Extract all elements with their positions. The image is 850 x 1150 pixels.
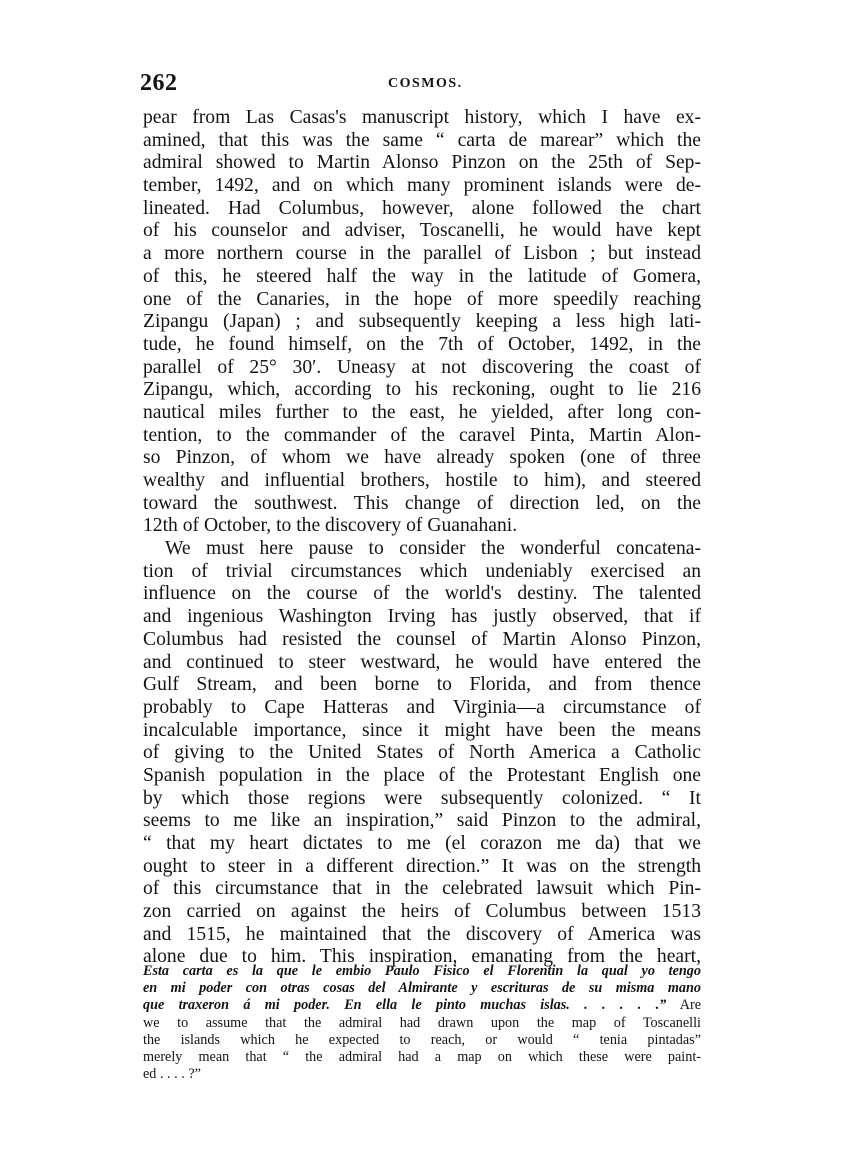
footnote (143, 963, 701, 1083)
footnote-comment-line: the islands which he expected to reach, or would “ tenia pintadas” (143, 1031, 701, 1048)
running-title: COSMOS. (388, 76, 463, 91)
footnote-quote-line: Esta carta es la que le embio Paulo Fisico el Florentin la qual yo tengo (143, 963, 701, 979)
text-line: and ingenious Washington Irving has justly observed, that if (143, 606, 701, 628)
paragraph-start-line: We must here pause to consider the wonderful concatena- (165, 538, 701, 560)
text-line: of his counselor and adviser, Toscanelli, he would have kept (143, 220, 701, 242)
text-line: of this circumstance that in the celebrated lawsuit which Pin- (143, 878, 701, 900)
paragraph-end-line: 12th of October, to the discovery of Guanahani. (143, 515, 518, 537)
text-line: lineated. Had Columbus, however, alone followed the chart (143, 197, 701, 219)
text-line: of this, he steered half the way in the latitude of Gomera, (143, 265, 701, 287)
text-line: one of the Canaries, in the hope of more speedily reaching (143, 288, 701, 310)
footnote-comment-line: ed . . . . ?” (143, 1066, 201, 1083)
body-text (143, 107, 701, 969)
footnote-mixed-line (143, 997, 701, 1014)
footnote-quote-line: en mi poder con otras cosas del Almirante y escrituras de su misma mano (143, 980, 701, 997)
text-line: seems to me like an inspiration,” said Pinzon to the admiral, (143, 810, 701, 832)
footnote-comment-line: merely mean that “ the admiral had a map on which these were paint- (143, 1048, 701, 1065)
text-line: parallel of 25° 30′. Uneasy at not discovering the coast of (143, 356, 701, 378)
text-line: tude, he found himself, on the 7th of October, 1492, in the (143, 333, 701, 355)
text-line: and 1515, he maintained that the discovery of America was (143, 923, 701, 945)
text-line: influence on the course of the world's destiny. The talented (143, 583, 701, 605)
text-line: alone due to him. This inspiration, emanating from the heart, (143, 946, 701, 968)
text-line: incalculable importance, since it might have been the means (143, 719, 701, 741)
text-line: “ that my heart dictates to me (el corazon me da) that we (143, 833, 701, 854)
footnote-comment-line: we to assume that the admiral had drawn upon the map of Toscanelli (143, 1014, 701, 1031)
text-line: Zipangu, which, according to his reckoning, ought to lie 216 (143, 379, 701, 401)
text-line: amined, that this was the same “ carta de marear” which the (143, 129, 701, 151)
text-line: a more northern course in the parallel of Lisbon ; but instead (143, 243, 701, 265)
text-line: and continued to steer westward, he would have entered the (143, 651, 701, 673)
text-line: probably to Cape Hatteras and Virginia—a circumstance of (143, 696, 701, 718)
text-line: Zipangu (Japan) ; and subsequently keeping a less high lati- (143, 311, 701, 333)
text-line: so Pinzon, of whom we have already spoken (one of three (143, 447, 701, 469)
text-line: pear from Las Casas's manuscript history, which I have ex- (143, 107, 701, 128)
text-line: ought to steer in a different direction.” It was on the strength (143, 855, 701, 877)
text-line: tion of trivial circumstances which undeniably exercised an (143, 560, 701, 582)
text-line: Spanish population in the place of the Protestant English one (143, 764, 701, 786)
running-head (140, 70, 700, 100)
footnote-quote-end: que traxeron á mi poder. En ella le pinto muchas islas. . . . . .” (143, 997, 667, 1014)
footnote-comment-start: Are (666, 997, 702, 1014)
text-line: tember, 1492, and on which many prominent islands were de- (143, 175, 701, 197)
text-line: admiral showed to Martin Alonso Pinzon on the 25th of Sep- (143, 152, 701, 174)
text-line: nautical miles further to the east, he yielded, after long con- (143, 401, 701, 423)
text-line: Columbus had resisted the counsel of Martin Alonso Pinzon, (143, 628, 701, 650)
text-line: zon carried on against the heirs of Columbus between 1513 (143, 901, 701, 923)
text-line: by which those regions were subsequently colonized. “ It (143, 787, 701, 809)
text-line: toward the southwest. This change of direction led, on the (143, 492, 701, 514)
page-number: 262 (140, 70, 178, 96)
text-line: wealthy and influential brothers, hostile to him), and steered (143, 470, 701, 491)
text-line: Gulf Stream, and been borne to Florida, and from thence (143, 674, 701, 696)
text-line: tention, to the commander of the caravel Pinta, Martin Alon- (143, 424, 701, 446)
text-line: of giving to the United States of North America a Catholic (143, 742, 701, 764)
